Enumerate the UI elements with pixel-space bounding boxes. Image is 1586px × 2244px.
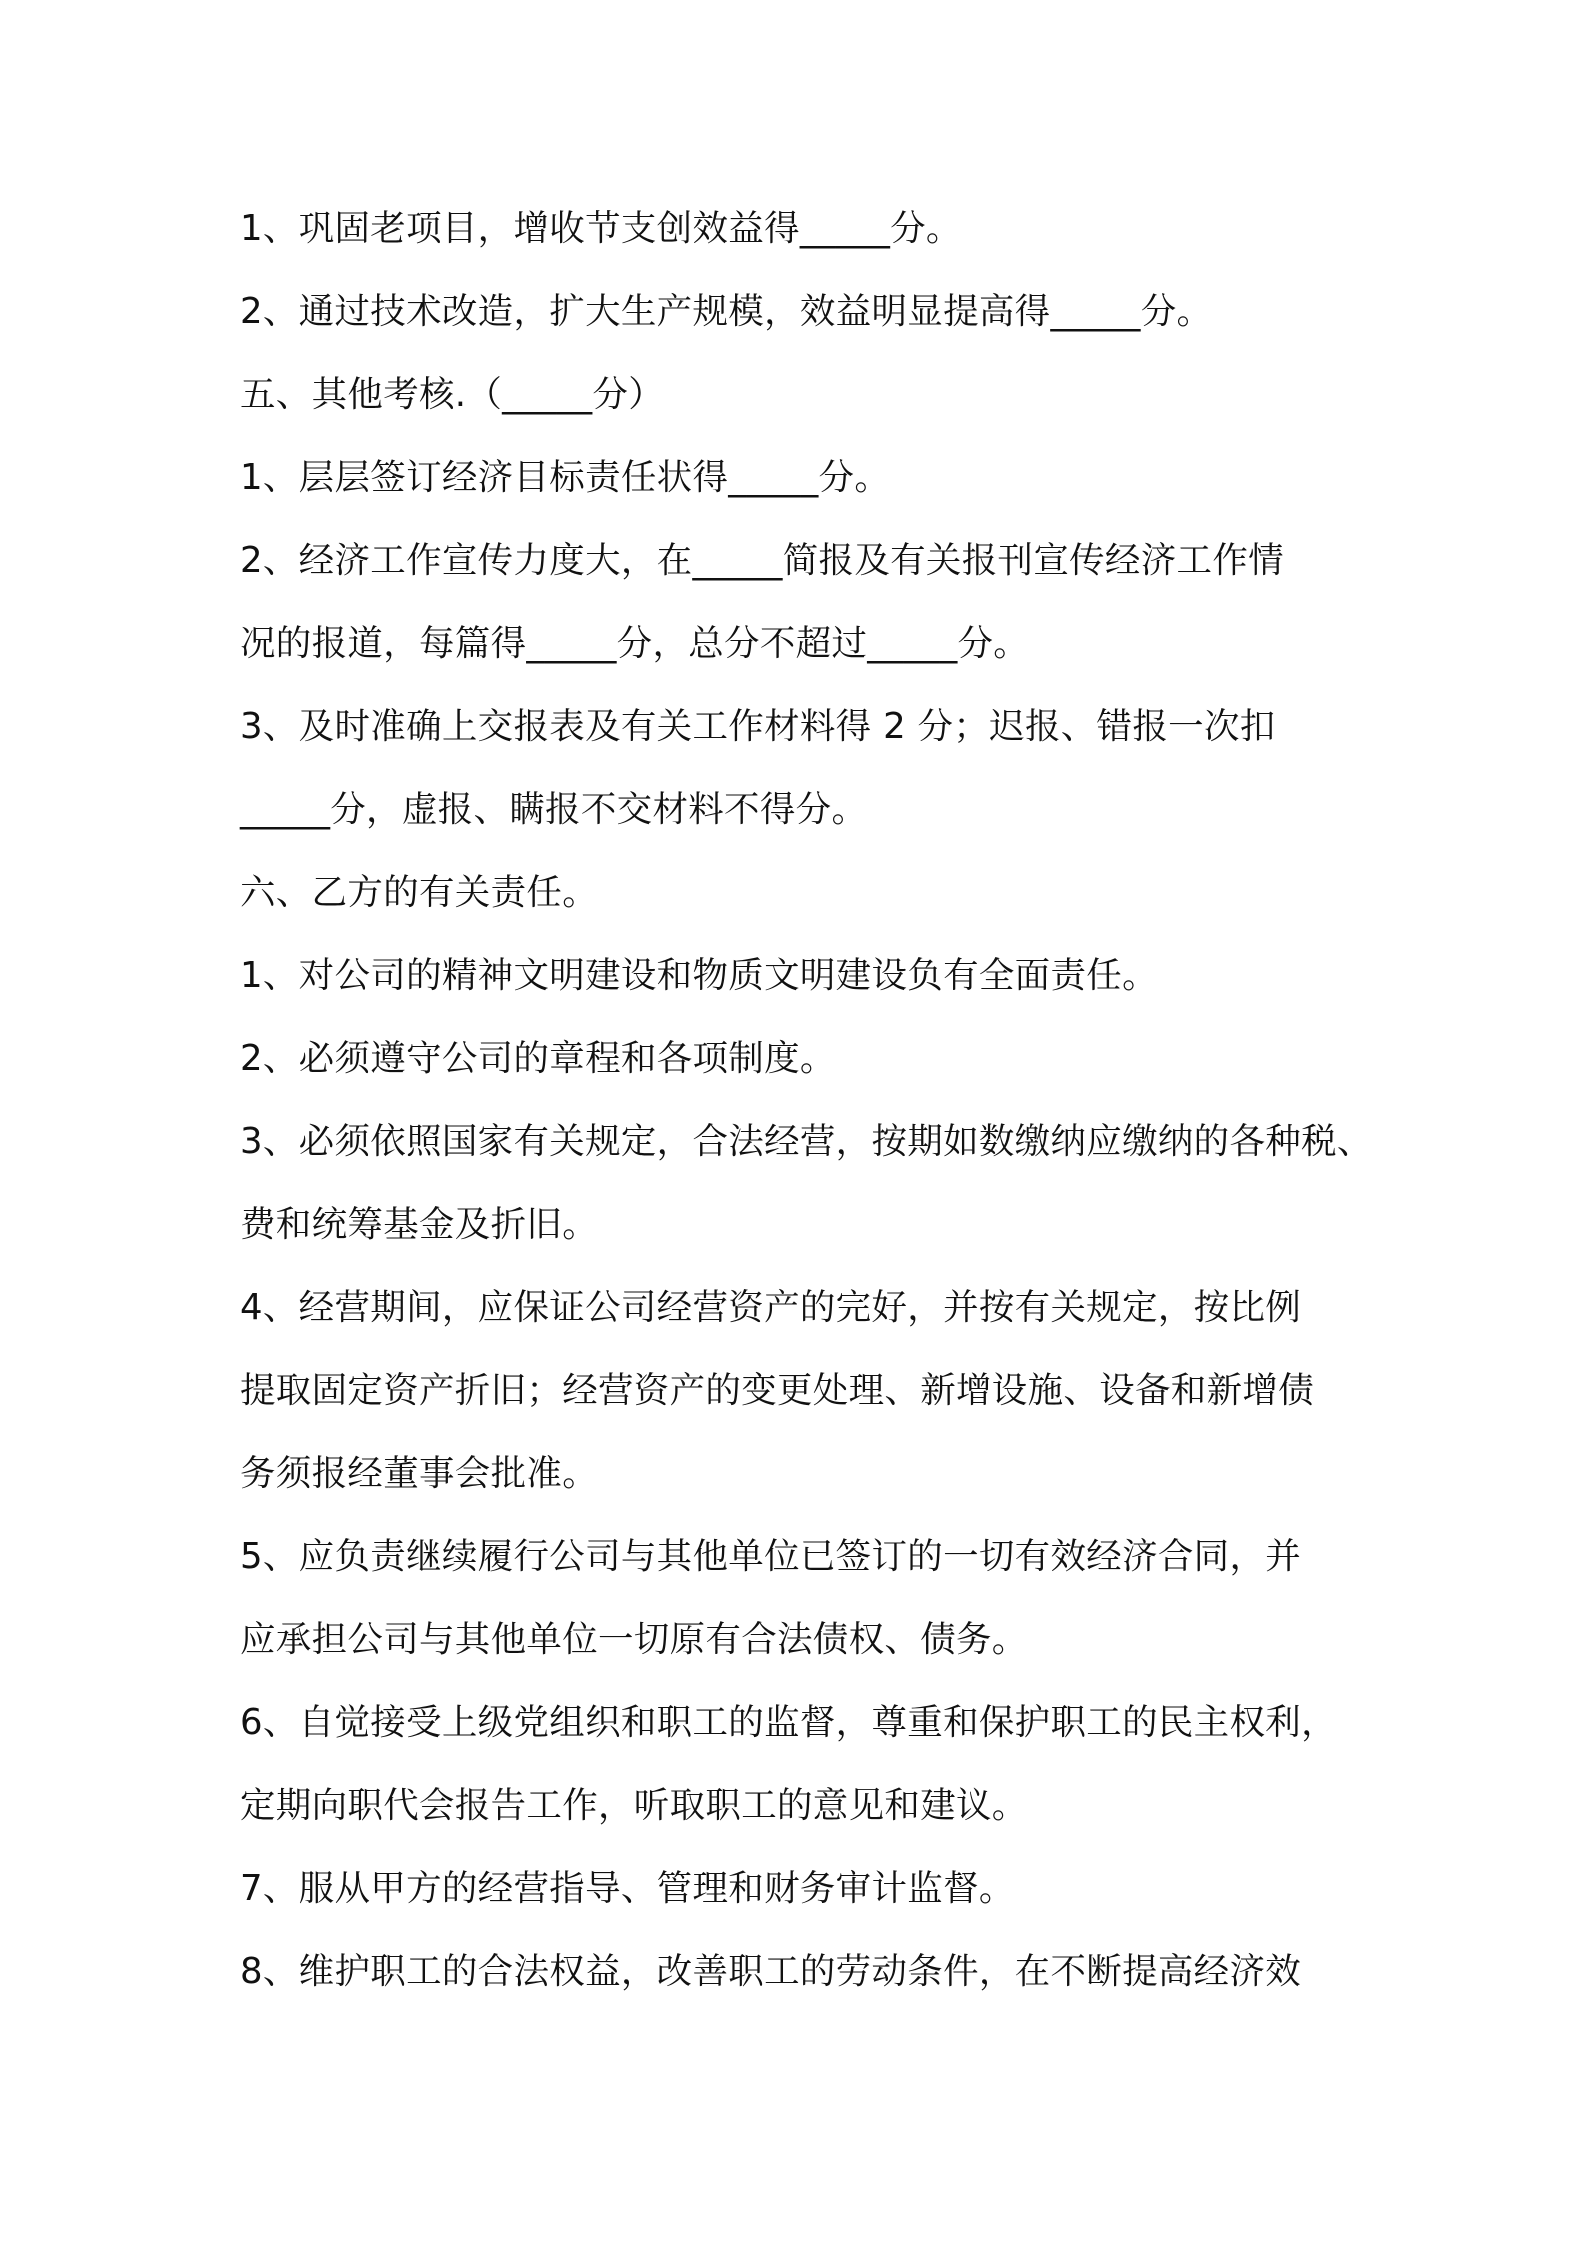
paragraph-line: 5、应负责继续履行公司与其他单位已签订的一切有效经济合同，并 <box>240 1536 1302 1577</box>
paragraph-line: 6、自觉接受上级党组织和职工的监督，尊重和保护职工的民主权利， <box>240 1702 1337 1743</box>
paragraph-line: 4、经营期间，应保证公司经营资产的完好，并按有关规定，按比例 <box>240 1287 1302 1328</box>
section-heading: 五、其他考核.（_____分） <box>240 374 665 415</box>
paragraph-line: 2、经济工作宣传力度大，在_____简报及有关报刊宣传经济工作情 <box>240 540 1284 581</box>
paragraph-line: 7、服从甲方的经营指导、管理和财务审计监督。 <box>240 1868 1015 1909</box>
paragraph-line: 1、对公司的精神文明建设和物质文明建设负有全面责任。 <box>240 955 1158 996</box>
paragraph-line: 3、必须依照国家有关规定，合法经营，按期如数缴纳应缴纳的各种税、 <box>240 1121 1373 1162</box>
paragraph-line: 提取固定资产折旧；经营资产的变更处理、新增设施、设备和新增债 <box>240 1370 1315 1411</box>
paragraph-line: 2、通过技术改造，扩大生产规模，效益明显提高得_____分。 <box>240 291 1213 332</box>
paragraph-line: 应承担公司与其他单位一切原有合法债权、债务。 <box>240 1619 1028 1660</box>
paragraph-line: 费和统筹基金及折旧。 <box>240 1204 599 1245</box>
paragraph-line: 务须报经董事会批准。 <box>240 1453 599 1494</box>
paragraph-line: 1、层层签订经济目标责任状得_____分。 <box>240 457 891 498</box>
paragraph-line: 定期向职代会报告工作，听取职工的意见和建议。 <box>240 1785 1028 1826</box>
paragraph-line: _____分，虚报、瞒报不交材料不得分。 <box>240 789 868 830</box>
paragraph-line: 2、必须遵守公司的章程和各项制度。 <box>240 1038 836 1079</box>
paragraph-line: 1、巩固老项目，增收节支创效益得_____分。 <box>240 208 962 249</box>
paragraph-line: 8、维护职工的合法权益，改善职工的劳动条件，在不断提高经济效 <box>240 1951 1302 1992</box>
paragraph-line: 况的报道，每篇得_____分，总分不超过_____分。 <box>240 623 1030 664</box>
paragraph-line: 3、及时准确上交报表及有关工作材料得 2 分；迟报、错报一次扣 <box>240 706 1276 747</box>
section-heading: 六、乙方的有关责任。 <box>240 872 599 913</box>
